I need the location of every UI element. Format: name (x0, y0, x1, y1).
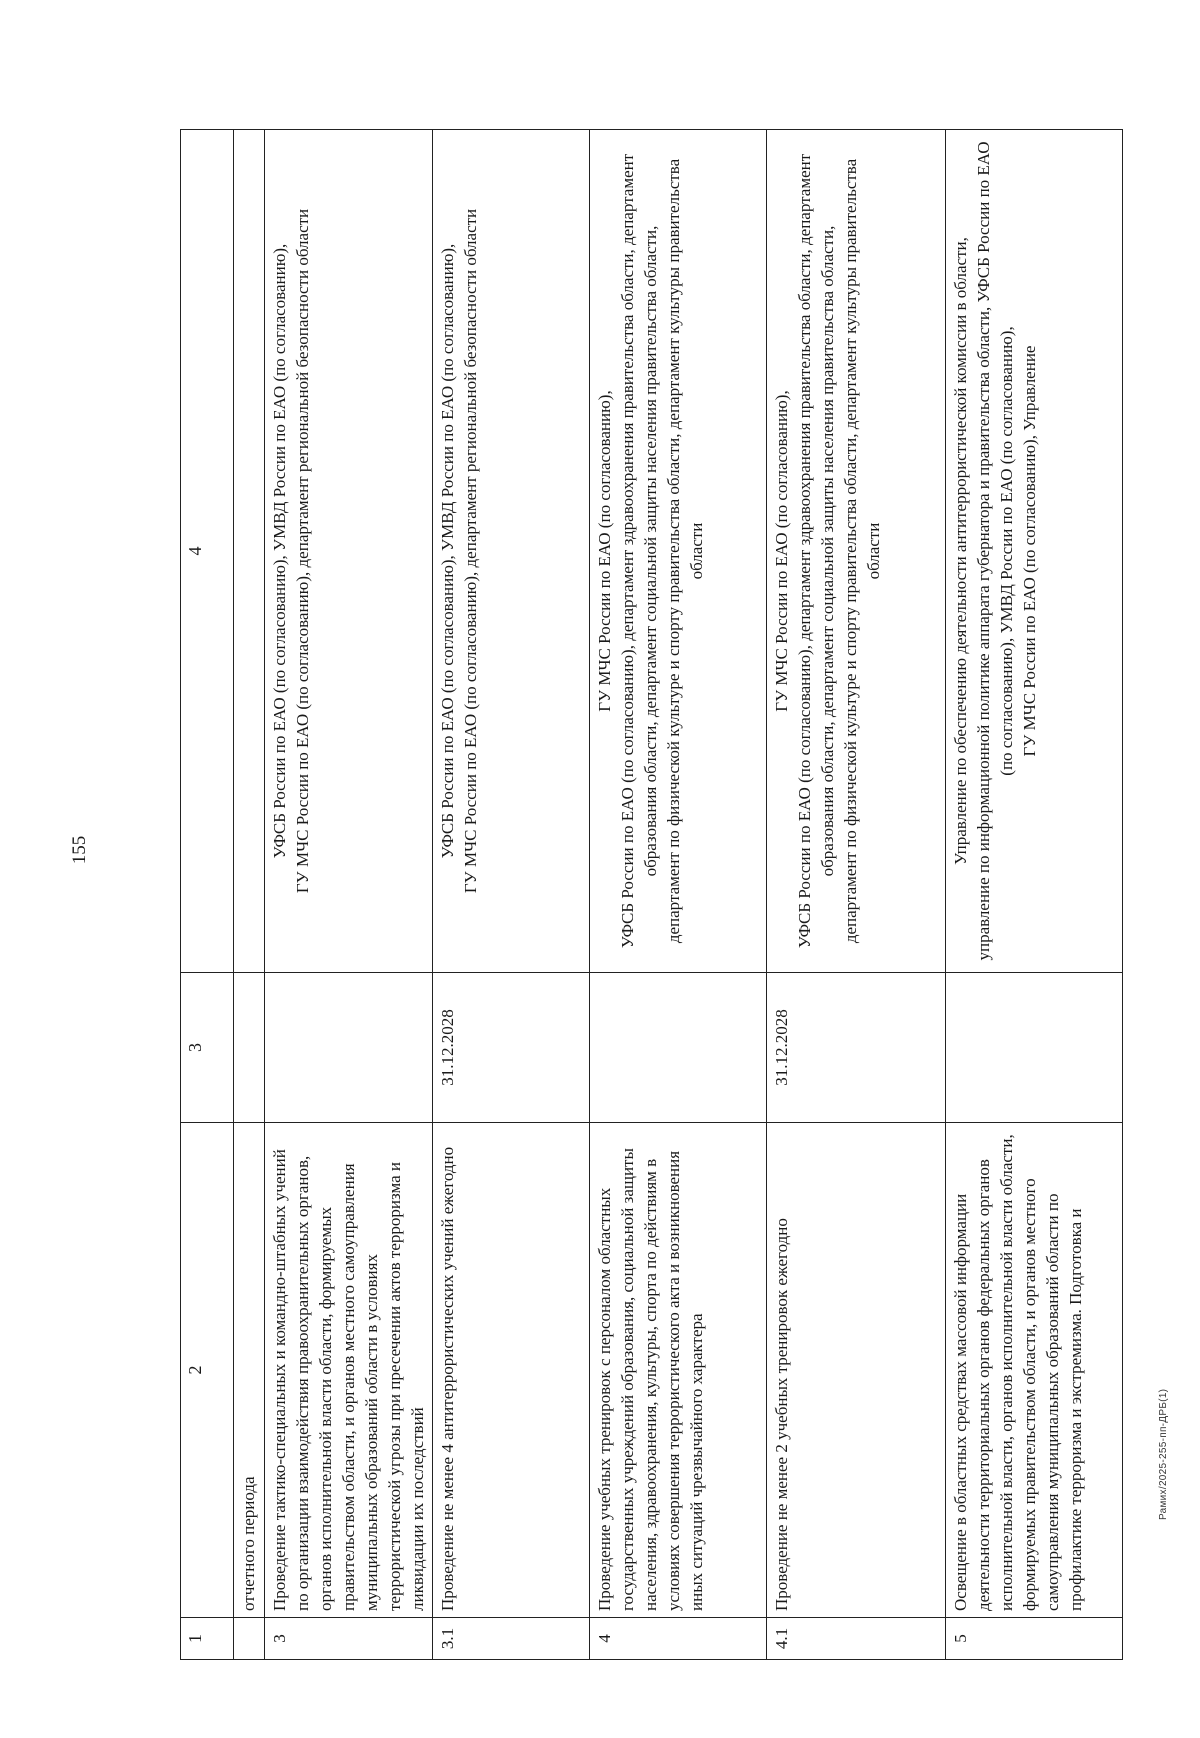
row-deadline: 31.12.2028 (767, 973, 946, 1123)
responsible-line: департамент по физической культуре и спорту правительства области, департамент культуры правительства области (841, 158, 883, 944)
responsible-line: ГУ МЧС России по ЕАО (по согласованию), департамент региональной безопасности области (293, 208, 312, 894)
table-row (265, 130, 433, 1660)
row-responsible (265, 130, 433, 973)
row-responsible (767, 130, 946, 973)
table-row (590, 130, 767, 1660)
responsible-line: УФСБ России по ЕАО (по согласованию), УМВД России по ЕАО (по согласованию), (270, 243, 289, 859)
row-number: 3.1 (433, 1618, 590, 1660)
row-deadline: 31.12.2028 (433, 973, 590, 1123)
row-description: Проведение не менее 2 учебных тренировок ежегодно (767, 1123, 946, 1618)
row-deadline (946, 973, 1123, 1123)
responsible-line: ГУ МЧС России по ЕАО (по согласованию), Управление (1020, 345, 1039, 757)
responsible-line: ГУ МЧС России по ЕАО (по согласованию), департамент региональной безопасности области (461, 208, 480, 894)
responsible-line: управление по информационной политике аппарата губернатора и правительства области, УФСБ России по ЕАО (по согласованию), УМВД России по ЕАО (по согласованию), (974, 141, 1016, 961)
responsible-line: департамент по физической культуре и спорту правительства области, департамент культуры правительства области (664, 158, 706, 944)
row-description: Проведение не менее 4 антитеррористических учений ежегодно (433, 1123, 590, 1618)
row-responsible (433, 130, 590, 973)
responsible-line: ГУ МЧС России по ЕАО (по согласованию), (772, 390, 791, 712)
responsible-line: УФСБ России по ЕАО (по согласованию), департамент здравоохранения правительства области, департамент образования области, департамент социальной защиты населения правительства области, (795, 153, 837, 949)
column-header: 4 (181, 130, 234, 973)
responsible-line: УФСБ России по ЕАО (по согласованию), УМВД России по ЕАО (по согласованию), (438, 243, 457, 859)
table-header-row (181, 130, 234, 1660)
rotated-table-container (180, 130, 1190, 1660)
row-number: 5 (946, 1618, 1123, 1660)
table-row (433, 130, 590, 1660)
column-header: 3 (181, 973, 234, 1123)
table-row (767, 130, 946, 1660)
row-deadline (265, 973, 433, 1123)
row-description: отчетного периода (234, 1123, 265, 1618)
row-description: Проведение тактико-специальных и командно-штабных учений по организации взаимодействия правоохранительных органов, органов исполнительной власти области, формируемых правительством области, и органов местного самоуправления муниципальных образований области в условиях террористической угрозы при пресечении актов терроризма и ликвидации их последствий (265, 1123, 433, 1618)
table-row (946, 130, 1123, 1660)
responsible-line: ГУ МЧС России по ЕАО (по согласованию), (595, 390, 614, 712)
responsible-line: УФСБ России по ЕАО (по согласованию), департамент здравоохранения правительства области, департамент образования области, департамент социальной защиты населения правительства области, (618, 153, 660, 949)
column-header: 2 (181, 1123, 234, 1618)
document-code: Рамих/2025-255-пп-ДРБ(1) (1158, 1388, 1169, 1520)
column-header: 1 (181, 1618, 234, 1660)
row-number: 3 (265, 1618, 433, 1660)
table-row-continuation (234, 130, 265, 1660)
row-responsible (590, 130, 767, 973)
page-number: 155 (69, 835, 90, 865)
row-number: 4 (590, 1618, 767, 1660)
row-number: 4.1 (767, 1618, 946, 1660)
action-plan-table (180, 129, 1123, 1660)
row-description: Проведение учебных тренировок с персоналом областных государственных учреждений образования, социальной защиты населения, здравоохранения, культуры, спорта по действиям в условиях совершения террористического акта и возникновения иных ситуаций чрезвычайного характера (590, 1123, 767, 1618)
row-number (234, 1618, 265, 1660)
row-deadline (590, 973, 767, 1123)
row-responsible (946, 130, 1123, 973)
row-description: Освещение в областных средствах массовой информации деятельности территориальных органов федеральных органов исполнительной власти, органов исполнительной власти области, формируемых правительством области, и органов местного самоуправления муниципальных образований области по профилактике терроризма и экстремизма. Подготовка и (946, 1123, 1123, 1618)
responsible-line: Управление по обеспечению деятельности антитеррористической комиссии в области, (951, 237, 970, 865)
row-deadline (234, 973, 265, 1123)
row-responsible (234, 130, 265, 973)
